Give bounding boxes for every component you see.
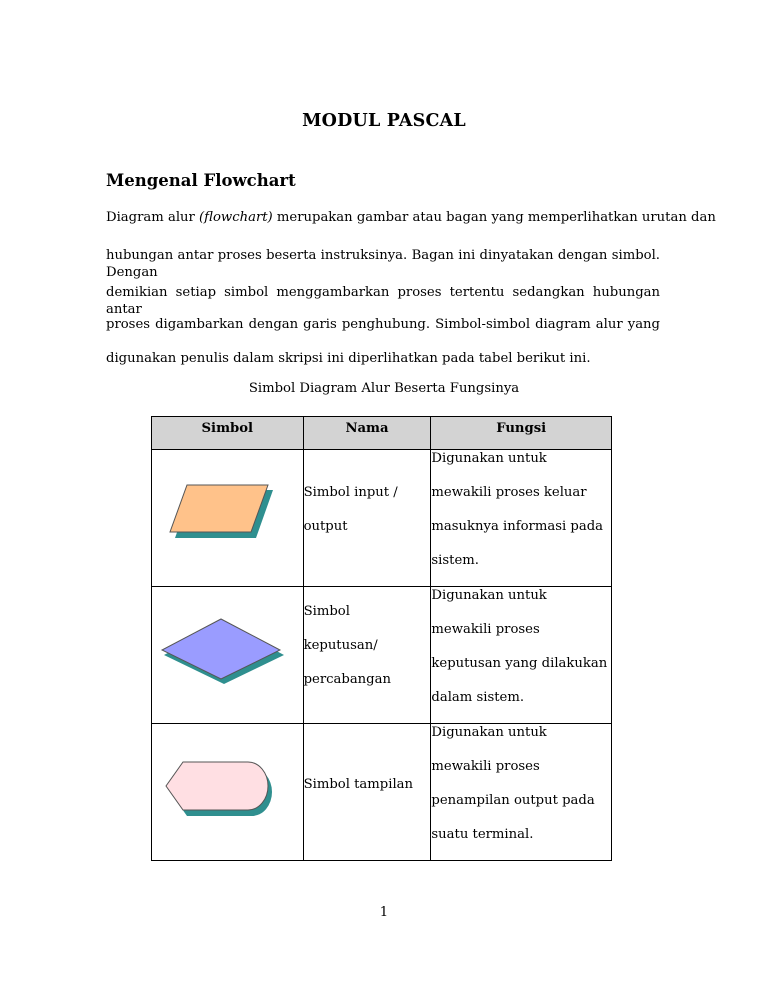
fungsi-line: Digunakan untuk <box>431 725 547 740</box>
nama-cell <box>303 724 431 861</box>
fungsi-cell <box>431 724 612 861</box>
header-nama: Nama <box>303 417 431 450</box>
table-row <box>152 724 612 861</box>
fungsi-line: mewakili proses keluar <box>431 485 587 500</box>
paragraph-line-3: demikian setiap simbol menggambarkan proses tertentu sedangkan hubungan antar <box>106 285 660 317</box>
paragraph-line-4: proses digambarkan dengan garis penghubung. Simbol-simbol diagram alur yang <box>106 317 660 332</box>
nama-line: output <box>303 519 348 534</box>
fungsi-line: mewakili proses <box>431 622 540 637</box>
fungsi-line: mewakili proses <box>431 759 540 774</box>
nama-line: percabangan <box>303 672 391 687</box>
fungsi-line: suatu terminal. <box>431 827 534 842</box>
header-fungsi: Fungsi <box>431 417 612 450</box>
header-simbol: Simbol <box>152 417 304 450</box>
fungsi-line: sistem. <box>431 553 479 568</box>
parallelogram-input-output-icon <box>152 450 304 586</box>
paragraph-line-1-italic: (flowchart) <box>199 210 273 225</box>
nama-cell <box>303 450 431 587</box>
section-heading: Mengenal Flowchart <box>106 171 296 190</box>
table-caption: Simbol Diagram Alur Beserta Fungsinya <box>248 381 520 396</box>
nama-line: keputusan/ <box>303 638 378 653</box>
paragraph-line-1 <box>106 209 716 226</box>
symbol-cell <box>152 450 304 587</box>
paragraph-line-2: hubungan antar proses beserta instruksinya. Bagan ini dinyatakan dengan simbol. Dengan <box>106 248 660 280</box>
paragraph-line-5: digunakan penulis dalam skripsi ini diperlihatkan pada tabel berikut ini. <box>106 351 591 366</box>
nama-line: Simbol input / <box>303 485 398 500</box>
fungsi-line: Digunakan untuk <box>431 451 547 466</box>
table-row <box>152 587 612 724</box>
paragraph-line-1-pre: Diagram alur <box>106 210 200 225</box>
nama-cell <box>303 587 431 724</box>
fungsi-line: dalam sistem. <box>431 690 525 705</box>
fungsi-line: masuknya informasi pada <box>431 519 604 534</box>
fungsi-cell <box>431 450 612 587</box>
display-symbol-icon <box>152 724 304 860</box>
page-number: 1 <box>379 905 389 920</box>
paragraph-line-1-post: merupakan gambar atau bagan yang memperlihatkan urutan dan <box>272 210 716 225</box>
fungsi-line: keputusan yang dilakukan <box>431 656 608 671</box>
flowchart-symbol-table <box>151 416 612 861</box>
table-row <box>152 450 612 587</box>
nama-line: Simbol tampilan <box>303 777 414 792</box>
fungsi-line: Digunakan untuk <box>431 588 547 603</box>
fungsi-line: penampilan output pada <box>431 793 595 808</box>
nama-line: Simbol <box>303 604 350 619</box>
symbol-cell <box>152 724 304 861</box>
diamond-decision-icon <box>152 587 304 723</box>
fungsi-cell <box>431 587 612 724</box>
document-title: MODUL PASCAL <box>302 111 466 131</box>
symbol-cell <box>152 587 304 724</box>
